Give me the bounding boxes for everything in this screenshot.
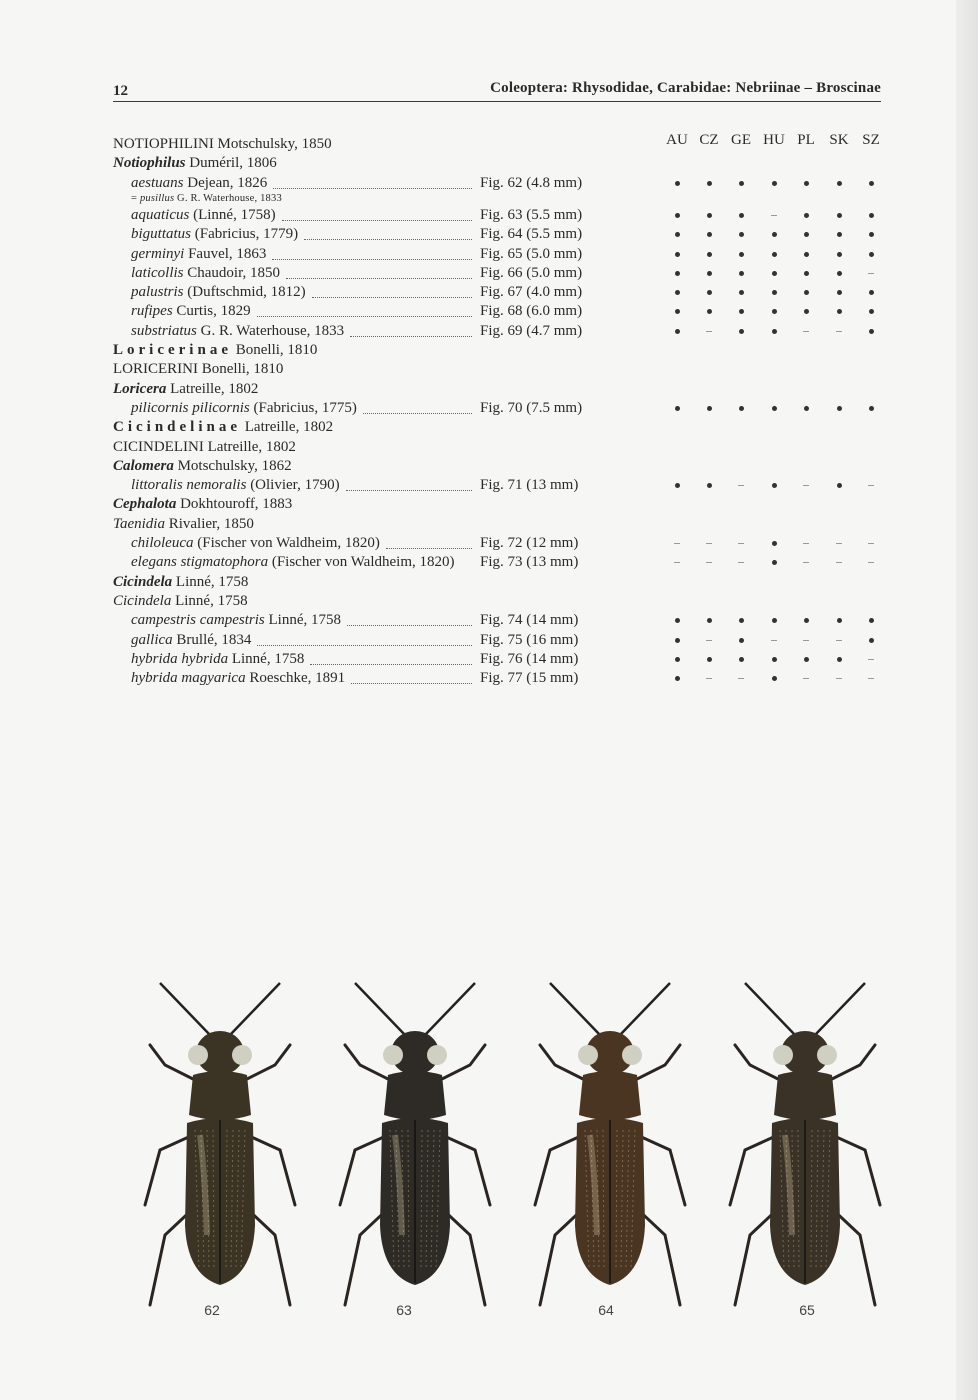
present-dot — [869, 406, 874, 411]
dot-leader — [272, 245, 472, 260]
present-dot — [675, 406, 680, 411]
present-dot — [772, 252, 777, 257]
country-header — [660, 132, 890, 152]
present-dot — [804, 252, 809, 257]
present-dot — [804, 271, 809, 276]
absent-dash — [738, 678, 744, 679]
taxon-name: LORICERINI Bonelli, 1810 — [113, 361, 284, 378]
present-dot — [739, 309, 744, 314]
figure-reference: Fig. 73 (13 mm) — [480, 554, 579, 571]
beetle-drawing — [730, 983, 880, 1305]
figure-reference: Fig. 76 (14 mm) — [480, 650, 579, 667]
present-dot — [772, 232, 777, 237]
absent-dash — [836, 678, 842, 679]
present-dot — [675, 483, 680, 488]
absent-dash — [738, 485, 744, 486]
present-dot — [772, 181, 777, 186]
present-dot — [739, 329, 744, 334]
taxon-name: hybrida hybrida Linné, 1758 — [131, 650, 305, 667]
taxon-name: Cicindela Linné, 1758 — [113, 592, 248, 609]
taxon-name: gallica Brullé, 1834 — [131, 631, 252, 648]
distribution-marks — [660, 174, 890, 193]
dot-leader — [286, 264, 472, 279]
absent-dash — [868, 562, 874, 563]
present-dot — [739, 406, 744, 411]
country-code: CZ — [699, 132, 719, 148]
present-dot — [707, 290, 712, 295]
beetle-figure — [710, 975, 900, 1315]
dot-leader — [257, 631, 472, 646]
present-dot — [837, 618, 842, 623]
absent-dash — [738, 562, 744, 563]
present-dot — [707, 309, 712, 314]
absent-dash — [868, 659, 874, 660]
absent-dash — [836, 543, 842, 544]
present-dot — [707, 252, 712, 257]
distribution-marks — [660, 669, 890, 688]
absent-dash — [868, 543, 874, 544]
absent-dash — [836, 562, 842, 563]
figure-reference: Fig. 74 (14 mm) — [480, 612, 579, 629]
dot-leader — [282, 206, 472, 221]
present-dot — [804, 406, 809, 411]
present-dot — [869, 618, 874, 623]
distribution-marks — [660, 650, 890, 669]
figure-caption: 62 — [204, 1302, 220, 1318]
present-dot — [804, 657, 809, 662]
taxon-name: pilicornis pilicornis (Fabricius, 1775) — [131, 399, 357, 416]
present-dot — [869, 290, 874, 295]
absent-dash — [803, 485, 809, 486]
taxon-name: Cicindela Linné, 1758 — [113, 573, 249, 590]
taxon-name: hybrida magyarica Roeschke, 1891 — [131, 670, 346, 687]
present-dot — [707, 657, 712, 662]
taxon-name: aquaticus (Linné, 1758) — [131, 206, 276, 223]
taxon-name: Cicindelinae Latreille, 1802 — [113, 419, 334, 436]
taxon-name: Calomera Motschulsky, 1862 — [113, 457, 292, 474]
present-dot — [869, 232, 874, 237]
absent-dash — [771, 215, 777, 216]
present-dot — [837, 483, 842, 488]
page-edge-shadow — [956, 0, 978, 1400]
absent-dash — [738, 543, 744, 544]
absent-dash — [706, 543, 712, 544]
dot-leader — [346, 476, 472, 491]
absent-dash — [706, 562, 712, 563]
present-dot — [869, 638, 874, 643]
distribution-marks — [660, 553, 890, 572]
taxon-name: Loricera Latreille, 1802 — [113, 380, 259, 397]
present-dot — [804, 290, 809, 295]
absent-dash — [706, 640, 712, 641]
present-dot — [707, 232, 712, 237]
absent-dash — [803, 543, 809, 544]
distribution-marks — [660, 264, 890, 283]
figure-reference: Fig. 75 (16 mm) — [480, 631, 579, 648]
present-dot — [675, 309, 680, 314]
present-dot — [739, 638, 744, 643]
beetle-figure — [125, 975, 315, 1315]
country-code: PL — [797, 132, 815, 148]
absent-dash — [868, 678, 874, 679]
distribution-marks — [660, 631, 890, 650]
present-dot — [739, 232, 744, 237]
figure-reference: Fig. 67 (4.0 mm) — [480, 284, 583, 301]
figure-caption: 64 — [598, 1302, 614, 1318]
taxon-name: CICINDELINI Latreille, 1802 — [113, 438, 296, 455]
taxon-name: rufipes Curtis, 1829 — [131, 303, 251, 320]
present-dot — [675, 638, 680, 643]
figure-reference: Fig. 62 (4.8 mm) — [480, 174, 583, 191]
figure-reference: Fig. 72 (12 mm) — [480, 535, 579, 551]
figure-plate — [120, 975, 910, 1335]
absent-dash — [868, 273, 874, 274]
present-dot — [772, 406, 777, 411]
figure-caption: 63 — [396, 1302, 412, 1318]
distribution-marks — [660, 283, 890, 302]
present-dot — [675, 181, 680, 186]
present-dot — [772, 271, 777, 276]
absent-dash — [836, 331, 842, 332]
distribution-marks — [660, 245, 890, 264]
present-dot — [739, 213, 744, 218]
dot-leader — [310, 650, 472, 665]
present-dot — [772, 329, 777, 334]
present-dot — [772, 560, 777, 565]
figure-reference: Fig. 69 (4.7 mm) — [480, 322, 583, 339]
taxon-name: littoralis nemoralis (Olivier, 1790) — [131, 477, 340, 494]
running-title: Coleoptera: Rhysodidae, Carabidae: Nebriinae – Broscinae — [490, 80, 881, 96]
taxon-name: elegans stigmatophora (Fischer von Waldheim, 1820) — [131, 554, 455, 571]
dot-leader — [273, 174, 472, 189]
present-dot — [837, 252, 842, 257]
present-dot — [739, 618, 744, 623]
country-code: HU — [763, 132, 785, 148]
beetle-figure — [320, 975, 510, 1315]
figure-reference: Fig. 70 (7.5 mm) — [480, 399, 583, 416]
taxon-name: substriatus G. R. Waterhouse, 1833 — [131, 322, 345, 339]
distribution-marks — [660, 206, 890, 225]
country-code: SZ — [862, 132, 880, 148]
absent-dash — [674, 562, 680, 563]
present-dot — [772, 483, 777, 488]
figure-reference: Fig. 63 (5.5 mm) — [480, 206, 583, 223]
present-dot — [837, 290, 842, 295]
dot-leader — [350, 322, 472, 337]
present-dot — [837, 406, 842, 411]
present-dot — [707, 483, 712, 488]
present-dot — [837, 271, 842, 276]
taxon-name: = pusillus G. R. Waterhouse, 1833 — [131, 192, 282, 204]
header-rule — [113, 101, 881, 102]
present-dot — [675, 676, 680, 681]
figure-reference: Fig. 77 (15 mm) — [480, 670, 579, 687]
distribution-marks — [660, 534, 890, 553]
beetle-drawing — [535, 983, 685, 1305]
beetle-drawing — [145, 983, 295, 1305]
present-dot — [804, 232, 809, 237]
distribution-marks — [660, 399, 890, 418]
absent-dash — [836, 640, 842, 641]
present-dot — [675, 232, 680, 237]
taxon-name: chiloleuca (Fischer von Waldheim, 1820) — [131, 535, 380, 551]
taxon-name: biguttatus (Fabricius, 1779) — [131, 226, 299, 243]
beetle-drawing — [340, 983, 490, 1305]
present-dot — [707, 406, 712, 411]
present-dot — [837, 657, 842, 662]
taxon-name: Cephalota Dokhtouroff, 1883 — [113, 496, 293, 513]
figure-caption: 65 — [799, 1302, 815, 1318]
present-dot — [837, 213, 842, 218]
present-dot — [675, 252, 680, 257]
dot-leader — [257, 302, 472, 317]
beetle-figure — [515, 975, 705, 1315]
taxon-name: NOTIOPHILINI Motschulsky, 1850 — [113, 136, 332, 152]
distribution-marks — [660, 322, 890, 341]
present-dot — [675, 271, 680, 276]
absent-dash — [674, 543, 680, 544]
taxon-name: germinyi Fauvel, 1863 — [131, 245, 267, 262]
present-dot — [804, 181, 809, 186]
dot-leader — [363, 399, 472, 414]
present-dot — [772, 657, 777, 662]
country-code: SK — [829, 132, 849, 148]
absent-dash — [706, 331, 712, 332]
figure-reference: Fig. 64 (5.5 mm) — [480, 226, 583, 243]
taxon-name: Taenidia Rivalier, 1850 — [113, 515, 254, 532]
figure-reference: Fig. 71 (13 mm) — [480, 477, 579, 494]
absent-dash — [803, 562, 809, 563]
distribution-marks — [660, 225, 890, 244]
present-dot — [869, 252, 874, 257]
taxon-name: laticollis Chaudoir, 1850 — [131, 264, 280, 281]
present-dot — [837, 232, 842, 237]
present-dot — [837, 309, 842, 314]
present-dot — [707, 271, 712, 276]
present-dot — [707, 181, 712, 186]
present-dot — [675, 657, 680, 662]
taxon-name: Notiophilus Duméril, 1806 — [113, 155, 277, 172]
present-dot — [804, 618, 809, 623]
taxon-name: campestris campestris Linné, 1758 — [131, 612, 341, 629]
country-code: GE — [731, 132, 751, 148]
figure-reference: Fig. 66 (5.0 mm) — [480, 264, 583, 281]
absent-dash — [803, 640, 809, 641]
present-dot — [675, 213, 680, 218]
distribution-marks — [660, 611, 890, 630]
present-dot — [739, 181, 744, 186]
present-dot — [804, 309, 809, 314]
dot-leader — [386, 534, 472, 549]
absent-dash — [803, 678, 809, 679]
dot-leader — [312, 283, 472, 298]
present-dot — [675, 290, 680, 295]
present-dot — [675, 329, 680, 334]
country-code: AU — [666, 132, 688, 148]
dot-leader — [347, 611, 472, 626]
absent-dash — [706, 678, 712, 679]
distribution-marks — [660, 302, 890, 321]
present-dot — [772, 618, 777, 623]
present-dot — [707, 213, 712, 218]
dot-leader — [304, 225, 472, 240]
figure-reference: Fig. 68 (6.0 mm) — [480, 303, 583, 320]
present-dot — [772, 676, 777, 681]
present-dot — [739, 657, 744, 662]
taxon-name: Loricerinae Bonelli, 1810 — [113, 342, 318, 358]
absent-dash — [771, 640, 777, 641]
page-number: 12 — [113, 83, 128, 99]
present-dot — [869, 213, 874, 218]
dot-leader — [351, 669, 472, 684]
present-dot — [869, 329, 874, 334]
present-dot — [739, 271, 744, 276]
present-dot — [869, 181, 874, 186]
taxon-name: aestuans Dejean, 1826 — [131, 174, 268, 191]
taxon-name: palustris (Duftschmid, 1812) — [131, 284, 306, 301]
present-dot — [837, 181, 842, 186]
present-dot — [772, 309, 777, 314]
absent-dash — [803, 331, 809, 332]
present-dot — [707, 618, 712, 623]
present-dot — [739, 290, 744, 295]
present-dot — [739, 252, 744, 257]
distribution-marks — [660, 476, 890, 495]
present-dot — [804, 213, 809, 218]
present-dot — [869, 309, 874, 314]
present-dot — [675, 618, 680, 623]
present-dot — [772, 290, 777, 295]
figure-reference: Fig. 65 (5.0 mm) — [480, 245, 583, 262]
absent-dash — [868, 485, 874, 486]
present-dot — [772, 541, 777, 546]
